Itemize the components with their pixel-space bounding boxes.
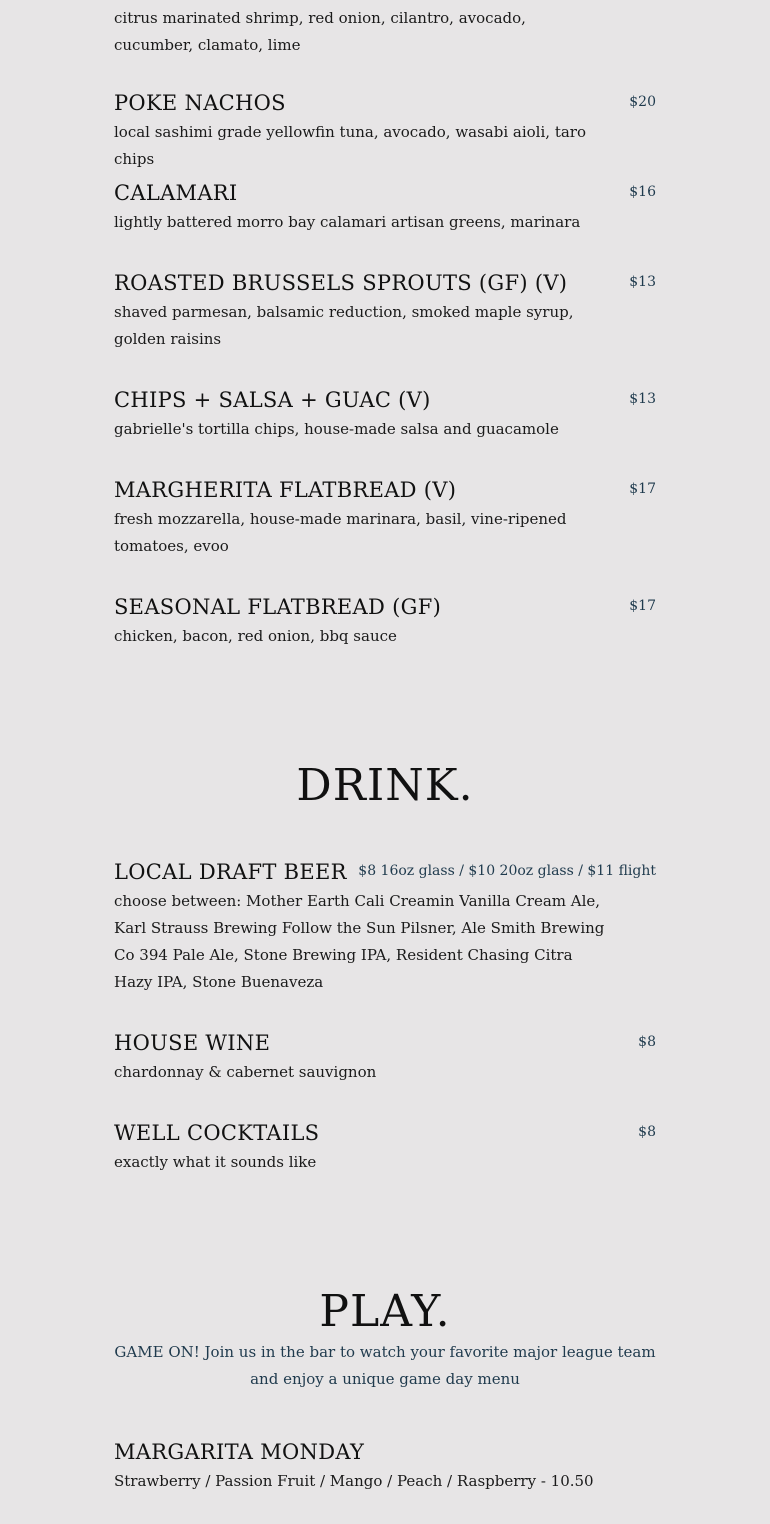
menu-item-title: WELL COCKTAILS <box>114 1121 320 1145</box>
menu-item-description: choose between: Mother Earth Cali Creamin Vanilla Cream Ale, Karl Strauss Brewing Follow the Sun Pilsner, Ale Smith Brewing Co 394 Pale Ale, Stone Brewing IPA, Resident Chasing Citra Hazy IPA, Stone Buenaveza <box>114 892 605 991</box>
menu-item-brussels-sprouts <box>114 269 656 353</box>
menu-item-title: POKE NACHOS <box>114 91 286 115</box>
menu-item-calamari <box>114 179 656 236</box>
menu-item-description: fresh mozzarella, house-made marinara, basil, vine-ripened tomatoes, evoo <box>114 510 567 555</box>
menu-item-description: lightly battered morro bay calamari artisan greens, marinara <box>114 213 581 231</box>
menu-item-description: chardonnay & cabernet sauvignon <box>114 1063 377 1081</box>
menu-item-ceviche <box>114 5 656 59</box>
menu-item-description: local sashimi grade yellowfin tuna, avocado, wasabi aioli, taro chips <box>114 123 586 168</box>
menu-item-price: $13 <box>629 274 656 290</box>
menu-item-price: $8 <box>638 1034 656 1050</box>
section-heading-play: PLAY. <box>319 1286 451 1337</box>
menu-item-title: MARGARITA MONDAY <box>114 1440 365 1464</box>
section-heading-drink: DRINK. <box>296 760 474 811</box>
menu-item-title: MARGHERITA FLATBREAD (V) <box>114 478 457 502</box>
menu-item-description: gabrielle's tortilla chips, house-made salsa and guacamole <box>114 420 559 438</box>
menu-item-house-wine <box>114 1029 656 1086</box>
menu-item-title: CALAMARI <box>114 181 238 205</box>
menu-item-price: $16 <box>629 184 656 200</box>
menu-item-description: exactly what it sounds like <box>114 1153 317 1171</box>
section-tagline-play: GAME ON! Join us in the bar to watch your favorite major league team and enjoy a unique game day menu <box>114 1343 656 1388</box>
menu-item-description: Strawberry / Passion Fruit / Mango / Peach / Raspberry - 10.50 <box>114 1472 594 1490</box>
menu-item-description: shaved parmesan, balsamic reduction, smoked maple syrup, golden raisins <box>114 303 574 348</box>
menu-item-title: ROASTED BRUSSELS SPROUTS (GF) (V) <box>114 271 568 295</box>
menu-item-margherita-flatbread <box>114 476 656 560</box>
menu-item-poke-nachos <box>114 89 656 173</box>
menu-item-price: $17 <box>629 598 656 614</box>
menu-item-price: $8 <box>638 1124 656 1140</box>
menu-item-description: chicken, bacon, red onion, bbq sauce <box>114 627 397 645</box>
menu-item-title: HOUSE WINE <box>114 1031 271 1055</box>
menu-item-title: CHIPS + SALSA + GUAC (V) <box>114 388 431 412</box>
menu-item-price: $8 16oz glass / $10 20oz glass / $11 flight <box>358 863 656 879</box>
menu-item-seasonal-flatbread <box>114 593 656 650</box>
menu-item-description: citrus marinated shrimp, red onion, cilantro, avocado, cucumber, clamato, lime <box>114 9 526 54</box>
menu-item-local-draft-beer <box>114 858 656 996</box>
menu-item-price: $20 <box>629 94 656 110</box>
menu-item-well-cocktails <box>114 1119 656 1176</box>
menu-item-title: SEASONAL FLATBREAD (GF) <box>114 595 442 619</box>
menu-item-margarita-monday <box>114 1438 656 1495</box>
menu-item-chips-salsa-guac <box>114 386 656 443</box>
menu-item-price: $13 <box>629 391 656 407</box>
menu-item-title: LOCAL DRAFT BEER <box>114 860 347 884</box>
menu-item-price: $17 <box>629 481 656 497</box>
